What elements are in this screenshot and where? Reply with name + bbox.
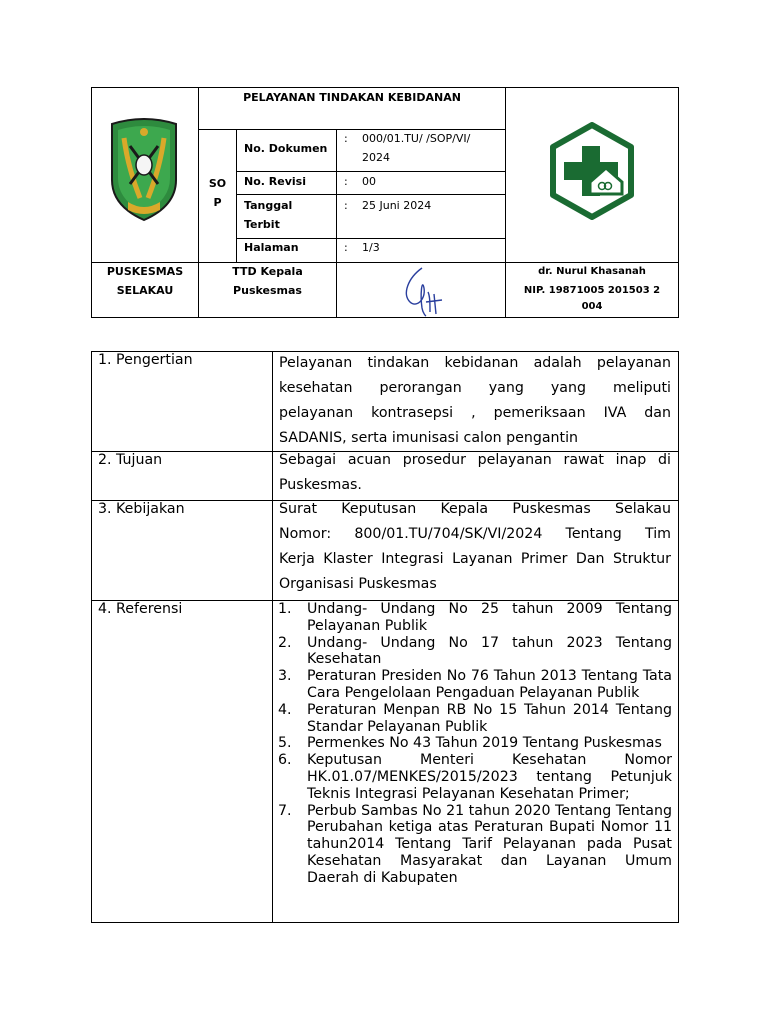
sop-label bbox=[199, 174, 236, 212]
reference-list bbox=[278, 601, 672, 887]
pengertian-line-4: SADANIS, serta imunisasi calon pengantin bbox=[279, 430, 579, 446]
sop-label-line2: P bbox=[213, 196, 222, 209]
reference-item bbox=[278, 635, 672, 669]
organization-name-line1: PUSKESMAS bbox=[106, 265, 184, 278]
signer-block bbox=[506, 262, 678, 316]
reference-item bbox=[278, 803, 672, 887]
reference-text: Perbub Sambas No 21 tahun 2020 Tentang Tentang Perubahan ketiga atas Peraturan Bupati Nomor 11 tahun2014 Tentang Tarif Pelayanan pada Pusat Kesehatan Masyarakat dan Layanan Umum Daerah di Kabupaten bbox=[307, 802, 672, 886]
signer-nip-line1: NIP. 19871005 201503 2 bbox=[523, 285, 661, 296]
doc-number-value-line1: 000/01.TU/ /SOP/VI/ bbox=[362, 132, 471, 145]
section-content-tujuan bbox=[279, 448, 671, 498]
organization-name-line2: SELAKAU bbox=[116, 284, 174, 297]
reference-number: 7. bbox=[278, 802, 292, 819]
section-content-referensi bbox=[273, 601, 678, 922]
regional-crest-icon bbox=[106, 118, 182, 224]
section-label-tujuan: 2. Tujuan bbox=[98, 452, 163, 468]
kebijakan-line-3: Kerja Klaster Integrasi Layanan Primer Dan Struktur bbox=[279, 551, 671, 567]
issue-date-label bbox=[244, 196, 292, 234]
reference-number: 4. bbox=[278, 701, 292, 718]
kebijakan-line-1: Surat Keputusan Kepala Puskesmas Selakau bbox=[279, 501, 671, 517]
revision-colon: : bbox=[344, 175, 348, 188]
section-label-kebijakan: 3. Kebijakan bbox=[98, 501, 185, 517]
reference-number: 3. bbox=[278, 668, 292, 685]
reference-item bbox=[278, 668, 672, 702]
reference-text: Peraturan Menpan RB No 15 Tahun 2014 Tentang Standar Pelayanan Publik bbox=[307, 701, 672, 735]
reference-item bbox=[278, 702, 672, 736]
pengertian-line-3: pelayanan kontrasepsi , pemeriksaan IVA dan bbox=[279, 405, 671, 421]
doc-number-colon: : bbox=[344, 132, 348, 145]
issue-date-label-line1: Tanggal bbox=[244, 199, 293, 212]
kebijakan-line-2: Nomor: 800/01.TU/704/SK/VI/2024 Tentang Tim bbox=[279, 526, 671, 542]
reference-item bbox=[278, 735, 672, 752]
signer-name: dr. Nurul Khasanah bbox=[538, 266, 646, 277]
reference-number: 5. bbox=[278, 735, 292, 752]
revision-value: 00 bbox=[362, 175, 376, 188]
ttd-label-line2: Puskesmas bbox=[233, 284, 302, 297]
reference-item bbox=[278, 601, 672, 635]
reference-text: Undang- Undang No 25 tahun 2009 Tentang Pelayanan Publik bbox=[307, 601, 672, 634]
reference-text: Undang- Undang No 17 tahun 2023 Tentang Kesehatan bbox=[307, 634, 672, 668]
reference-text: Permenkes No 43 Tahun 2019 Tentang Puskesmas bbox=[307, 735, 662, 752]
reference-item bbox=[278, 752, 672, 802]
signature-icon bbox=[396, 264, 450, 318]
revision-label: No. Revisi bbox=[244, 175, 306, 188]
doc-number-label: No. Dokumen bbox=[244, 142, 328, 155]
reference-number: 2. bbox=[278, 634, 292, 651]
sop-label-line1: SO bbox=[208, 177, 227, 190]
ttd-label bbox=[199, 262, 336, 300]
doc-number-value-line2: 2024 bbox=[362, 151, 390, 164]
tujuan-line-1: Sebagai acuan prosedur pelayanan rawat inap di bbox=[279, 452, 671, 468]
reference-number: 6. bbox=[278, 752, 292, 769]
tujuan-line-2: Puskesmas. bbox=[279, 477, 362, 493]
doc-number-value bbox=[362, 129, 470, 167]
signer-nip-line2: 004 bbox=[581, 301, 603, 312]
section-label-referensi: 4. Referensi bbox=[98, 601, 183, 617]
pengertian-line-1: Pelayanan tindakan kebidanan adalah pelayanan bbox=[279, 355, 671, 371]
section-content-pengertian bbox=[279, 351, 671, 451]
organization-name bbox=[92, 262, 198, 300]
reference-number: 1. bbox=[278, 601, 292, 617]
page-label: Halaman bbox=[244, 241, 299, 254]
issue-date-colon: : bbox=[344, 199, 348, 212]
document-title: PELAYANAN TINDAKAN KEBIDANAN bbox=[243, 91, 461, 104]
section-label-pengertian: 1. Pengertian bbox=[98, 352, 193, 368]
ttd-label-line1: TTD Kepala bbox=[232, 265, 303, 278]
issue-date-value: 25 Juni 2024 bbox=[362, 199, 432, 212]
reference-text: Peraturan Presiden No 76 Tahun 2013 Tentang Tata Cara Pengelolaan Pengaduan Pelayanan Publik bbox=[307, 668, 672, 701]
pengertian-line-2: kesehatan perorangan yang yang meliputi bbox=[279, 380, 671, 396]
puskesmas-logo-icon bbox=[550, 122, 634, 220]
kebijakan-line-4: Organisasi Puskesmas bbox=[279, 576, 437, 592]
page-value: 1/3 bbox=[362, 241, 380, 254]
reference-text: Keputusan Menteri Kesehatan Nomor HK.01.07/MENKES/2015/2023 tentang Petunjuk Teknis Integrasi Pelayanan Kesehatan Primer; bbox=[307, 752, 672, 802]
page-colon: : bbox=[344, 241, 348, 254]
section-content-kebijakan bbox=[279, 497, 671, 597]
issue-date-label-line2: Terbit bbox=[244, 218, 280, 231]
